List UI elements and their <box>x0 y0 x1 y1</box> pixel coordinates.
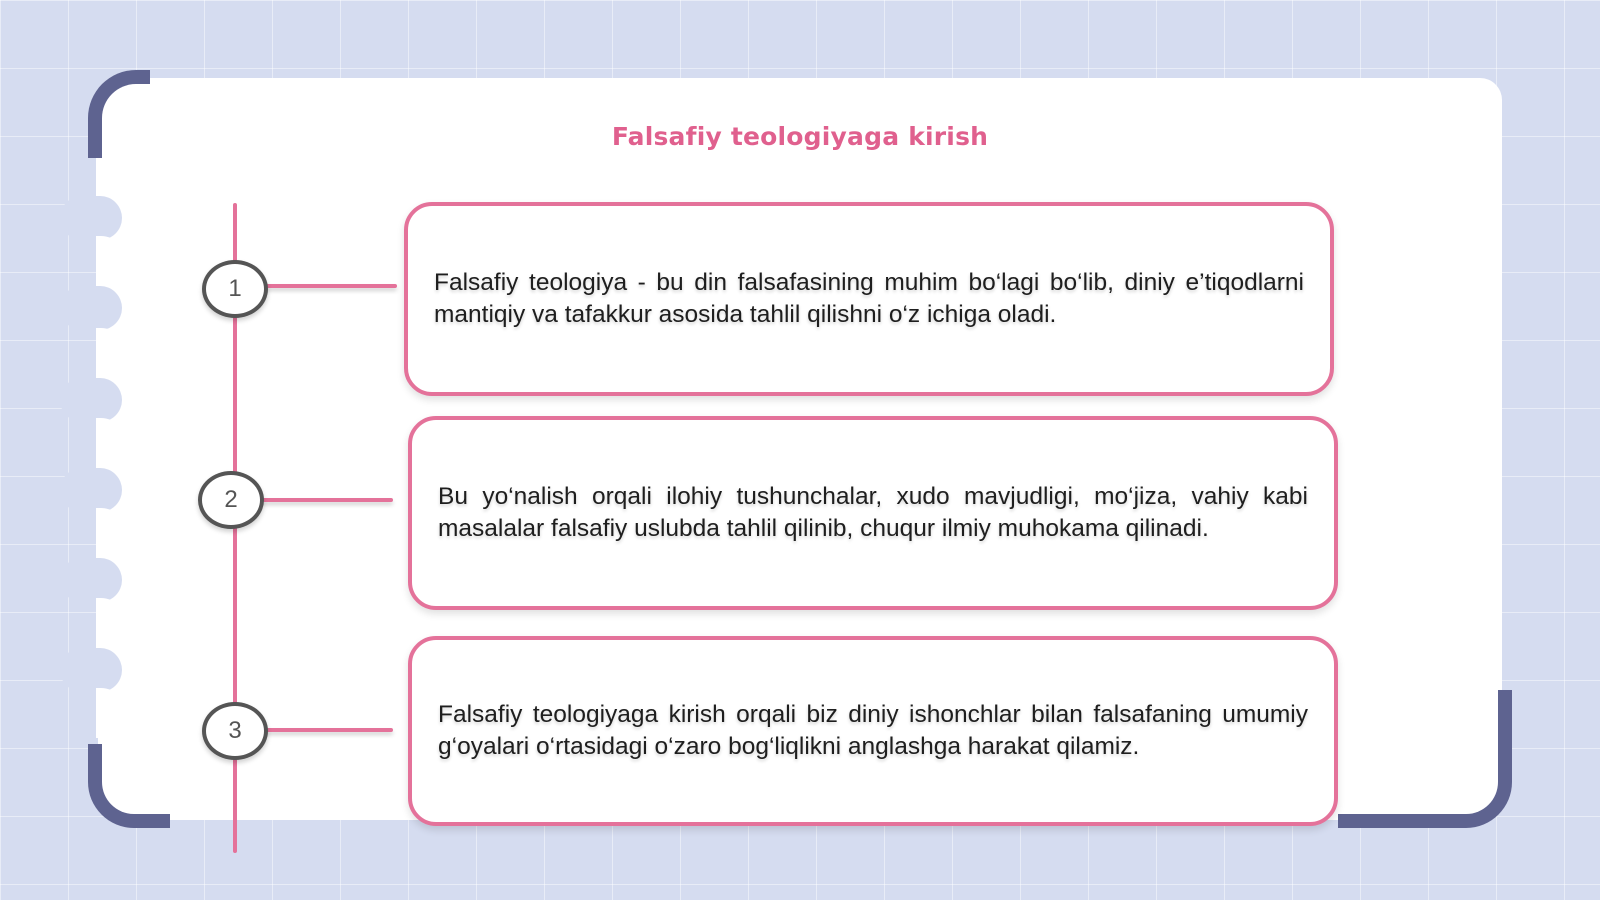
step-card-1 <box>404 202 1334 396</box>
step-number-2: 2 <box>198 471 264 529</box>
step-text-2: Bu yo‘nalish orqali ilohiy tushunchalar, xudo mavjudligi, mo‘jiza, vahiy kabi masalalar falsafiy uslubda tahlil qilinib, chuqur ilmiy muhokama qilinadi. <box>438 483 1308 542</box>
timeline-connector-3 <box>262 728 393 732</box>
step-text-1: Falsafiy teologiya - bu din falsafasining muhim bo‘lagi bo‘lib, diniy e’tiqodlarni mantiqiy va tafakkur asosida tahlil qilishni o‘z ichiga oladi. <box>434 269 1304 328</box>
step-text-3: Falsafiy teologiyaga kirish orqali biz diniy ishonchlar bilan falsafaning umumiy g‘oyalari o‘rtasidagi o‘zaro bog‘liqlikni anglashga harakat qilamiz. <box>438 701 1308 760</box>
paper-notch <box>60 468 122 512</box>
step-card-2 <box>408 416 1338 610</box>
paper-notch <box>60 378 122 422</box>
timeline-connector-1 <box>262 284 397 288</box>
paper-notch <box>60 196 122 240</box>
slide-title: Falsafiy teologiyaga kirish <box>611 122 989 151</box>
frame-corner-top-left <box>88 70 150 158</box>
frame-corner-bottom-right <box>1338 690 1512 828</box>
frame-corner-bottom-left <box>88 744 170 828</box>
paper-notch <box>60 286 122 330</box>
timeline-connector-2 <box>258 498 393 502</box>
step-card-3 <box>408 636 1338 826</box>
step-number-1: 1 <box>202 260 268 318</box>
paper-notch <box>60 648 122 692</box>
step-number-3: 3 <box>202 702 268 760</box>
paper-notch <box>60 558 122 602</box>
